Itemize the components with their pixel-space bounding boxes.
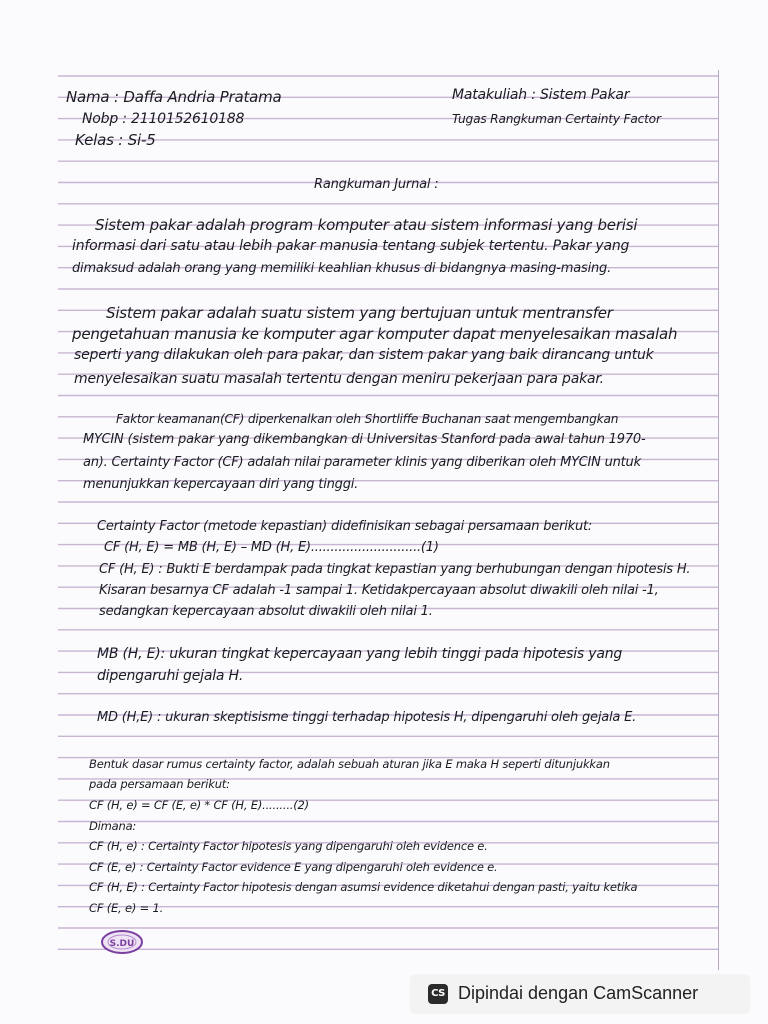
formula-1: CF (H, E) = MB (H, E) – MD (H, E)............................(1)	[104, 540, 439, 555]
text-line: Sistem pakar adalah program komputer atau sistem informasi yang berisi	[95, 216, 638, 234]
student-class: Kelas : Si-5	[75, 131, 156, 149]
text-line: seperti yang dilakukan oleh para pakar, dan sistem pakar yang baik dirancang untuk	[74, 347, 654, 363]
text-line: Certainty Factor (metode kepastian) didefinisikan sebagai persamaan berikut:	[97, 519, 593, 534]
text-line: Faktor keamanan(CF) diperkenalkan oleh Shortliffe Buchanan saat mengembangkan	[116, 412, 619, 426]
text-line: menyelesaikan suatu masalah tertentu dengan meniru pekerjaan para pakar.	[74, 371, 604, 387]
camscanner-label: Dipindai dengan CamScanner	[458, 983, 699, 1003]
text-line: informasi dari satu atau lebih pakar manusia tentang subjek tertentu. Pakar yang	[72, 238, 630, 254]
camscanner-badge	[410, 974, 750, 1014]
stamp-logo	[101, 930, 143, 954]
camscanner-icon: CS	[428, 984, 448, 1004]
text-line: sedangkan kepercayaan absolut diwakili oleh nilai 1.	[99, 604, 433, 619]
text-line: pengetahuan manusia ke komputer agar komputer dapat menyelesaikan masalah	[72, 325, 678, 343]
text-line: an). Certainty Factor (CF) adalah nilai parameter klinis yang diberikan oleh MYCIN untuk	[83, 455, 641, 470]
margin-line	[718, 70, 719, 970]
assignment-title: Tugas Rangkuman Certainty Factor	[452, 112, 661, 126]
text-line: Bentuk dasar rumus certainty factor, adalah sebuah aturan jika E maka H seperti ditunjukkan	[89, 757, 610, 771]
text-line: dipengaruhi gejala H.	[97, 668, 244, 684]
svg-text:S.DU: S.DU	[109, 939, 135, 949]
text-line: MYCIN (sistem pakar yang dikembangkan di Universitas Stanford pada awal tahun 1970-	[83, 432, 646, 447]
text-line: Kisaran besarnya CF adalah -1 sampai 1. Ketidakpercayaan absolut diwakili oleh nilai -1,	[99, 583, 659, 598]
text-line: dimaksud adalah orang yang memiliki keahlian khusus di bidangnya masing-masing.	[72, 261, 612, 276]
text-line: CF (E, e) = 1.	[89, 901, 164, 915]
text-line: CF (H, E) : Bukti E berdampak pada tingkat kepastian yang berhubungan dengan hipotesis H.	[99, 562, 691, 577]
text-line: CF (H, E) : Certainty Factor hipotesis dengan asumsi evidence diketahui dengan pasti, yaitu ketika	[89, 880, 638, 894]
text-line: MD (H,E) : ukuran skeptisisme tinggi terhadap hipotesis H, dipengaruhi oleh gejala E.	[97, 710, 637, 725]
text-line: Sistem pakar adalah suatu sistem yang bertujuan untuk mentransfer	[106, 304, 613, 322]
course-name: Matakuliah : Sistem Pakar	[452, 87, 630, 103]
student-name: Nama : Daffa Andria Pratama	[66, 88, 282, 106]
text-line: menunjukkan kepercayaan diri yang tinggi.	[83, 477, 359, 492]
formula-2: CF (H, e) = CF (E, e) * CF (H, E).........(2)	[89, 798, 309, 812]
text-line: CF (E, e) : Certainty Factor evidence E yang dipengaruhi oleh evidence e.	[89, 860, 498, 874]
page-title: Rangkuman Jurnal :	[314, 177, 439, 192]
text-line: MB (H, E): ukuran tingkat kepercayaan yang lebih tinggi pada hipotesis yang	[97, 646, 623, 662]
text-line: CF (H, e) : Certainty Factor hipotesis yang dipengaruhi oleh evidence e.	[89, 839, 488, 853]
student-nobp: Nobp : 2110152610188	[82, 111, 245, 127]
text-line: Dimana:	[89, 819, 137, 833]
text-line: pada persamaan berikut:	[89, 777, 230, 791]
